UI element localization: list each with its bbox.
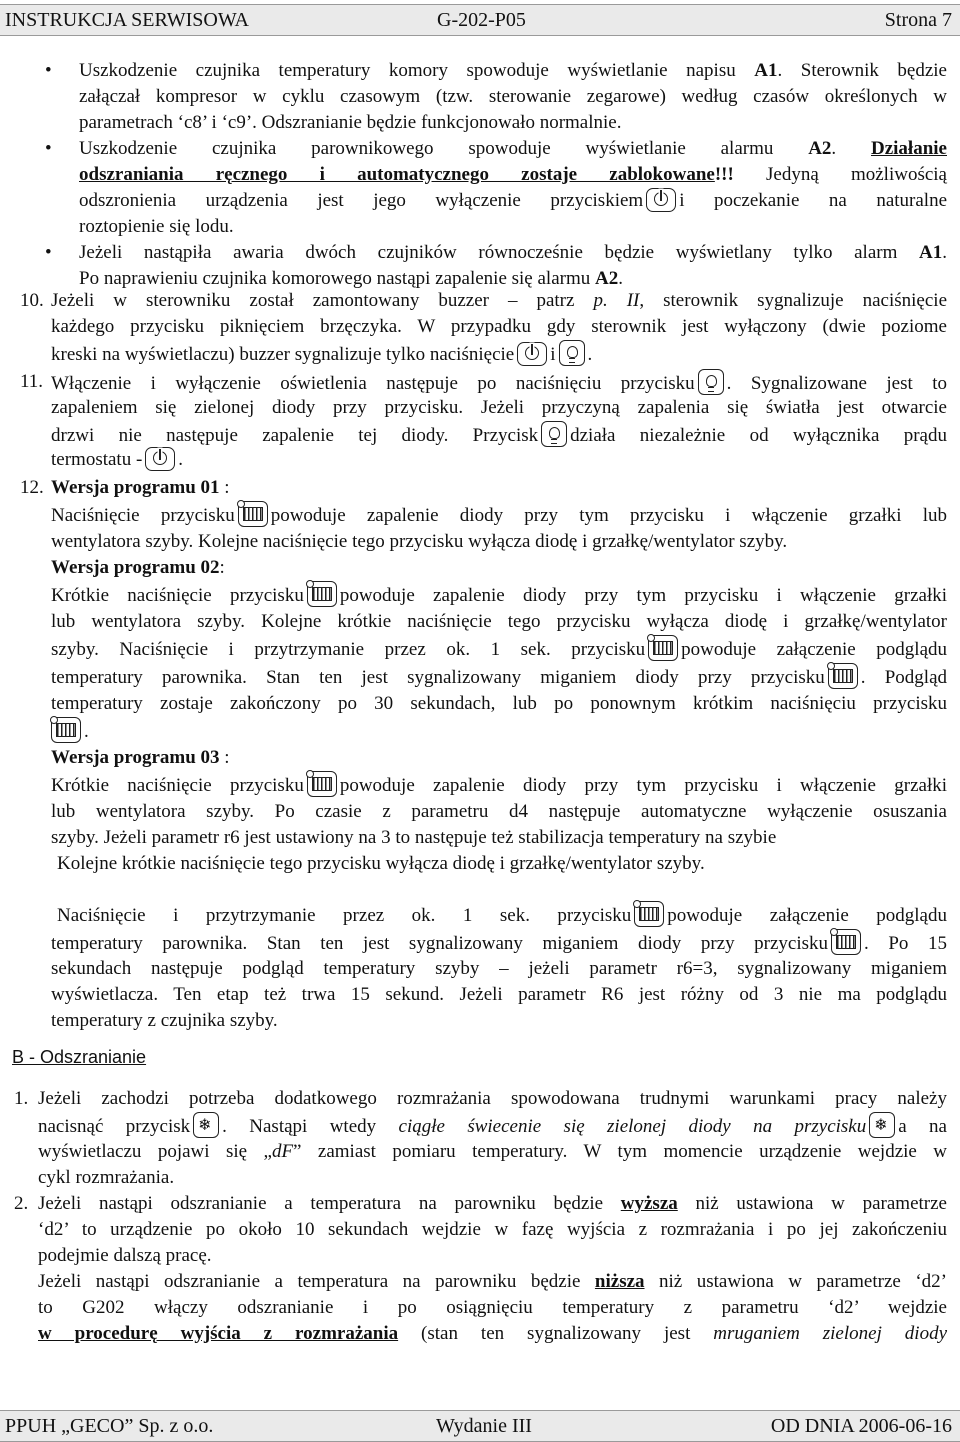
fan-heater-icon	[307, 771, 337, 797]
defrost-icon	[193, 1112, 219, 1138]
defrost-icon	[869, 1112, 895, 1138]
fan-heater-icon	[51, 717, 81, 743]
footer-date: OD DNIA 2006-06-16	[770, 1415, 952, 1437]
header-page-number: Strona 7	[884, 9, 952, 31]
power-icon	[646, 188, 676, 212]
light-icon	[698, 369, 724, 395]
footer-edition: Wydanie III	[436, 1415, 532, 1437]
header-doc-code: G-202-P05	[437, 9, 526, 31]
bullet-item-1: • Uszkodzenie czujnika temperatury komory spowoduje wyświetlanie napisu A1. Sterownik będzie załączał kompresor w cyklu czasowym (tzw. sterowanie zegarowe) według czasów określonych w parametrach ‘c8’ i ‘c9’. Odszranianie będzie funkcjonowało normalnie.	[79, 58, 947, 136]
fan-heater-icon	[831, 929, 861, 955]
power-icon	[517, 342, 547, 366]
fan-heater-icon	[634, 901, 664, 927]
fan-heater-icon	[648, 635, 678, 661]
fan-heater-icon	[307, 581, 337, 607]
section-b-title: B - Odszranianie	[12, 1047, 147, 1067]
page-header	[0, 4, 960, 36]
fan-heater-icon	[238, 501, 268, 527]
fan-heater-icon	[828, 663, 858, 689]
bullet-item-2: • Uszkodzenie czujnika parownikowego spowoduje wyświetlanie alarmu A2. Działanie odszraniania ręcznego i automatycznego zostaje zablokowane!!! Jedyną możliwością odszronienia urządzenia jest jego wyłączenie przyciskiem i poczekanie na naturalne roztopienie się lodu.	[79, 136, 947, 240]
bullet-item-3: • Jeżeli nastąpiła awaria dwóch czujników równocześnie będzie wyświetlany tylko alarm A1. Po naprawieniu czujnika komorowego nastąpi zapalenie się alarmu A2.	[79, 240, 947, 292]
page-footer	[0, 1410, 960, 1442]
power-icon	[145, 447, 175, 471]
footer-company: PPUH „GECO” Sp. z o.o.	[5, 1415, 214, 1437]
header-title: INSTRUKCJA SERWISOWA	[5, 9, 249, 31]
light-icon	[559, 340, 585, 366]
light-icon	[541, 421, 567, 447]
